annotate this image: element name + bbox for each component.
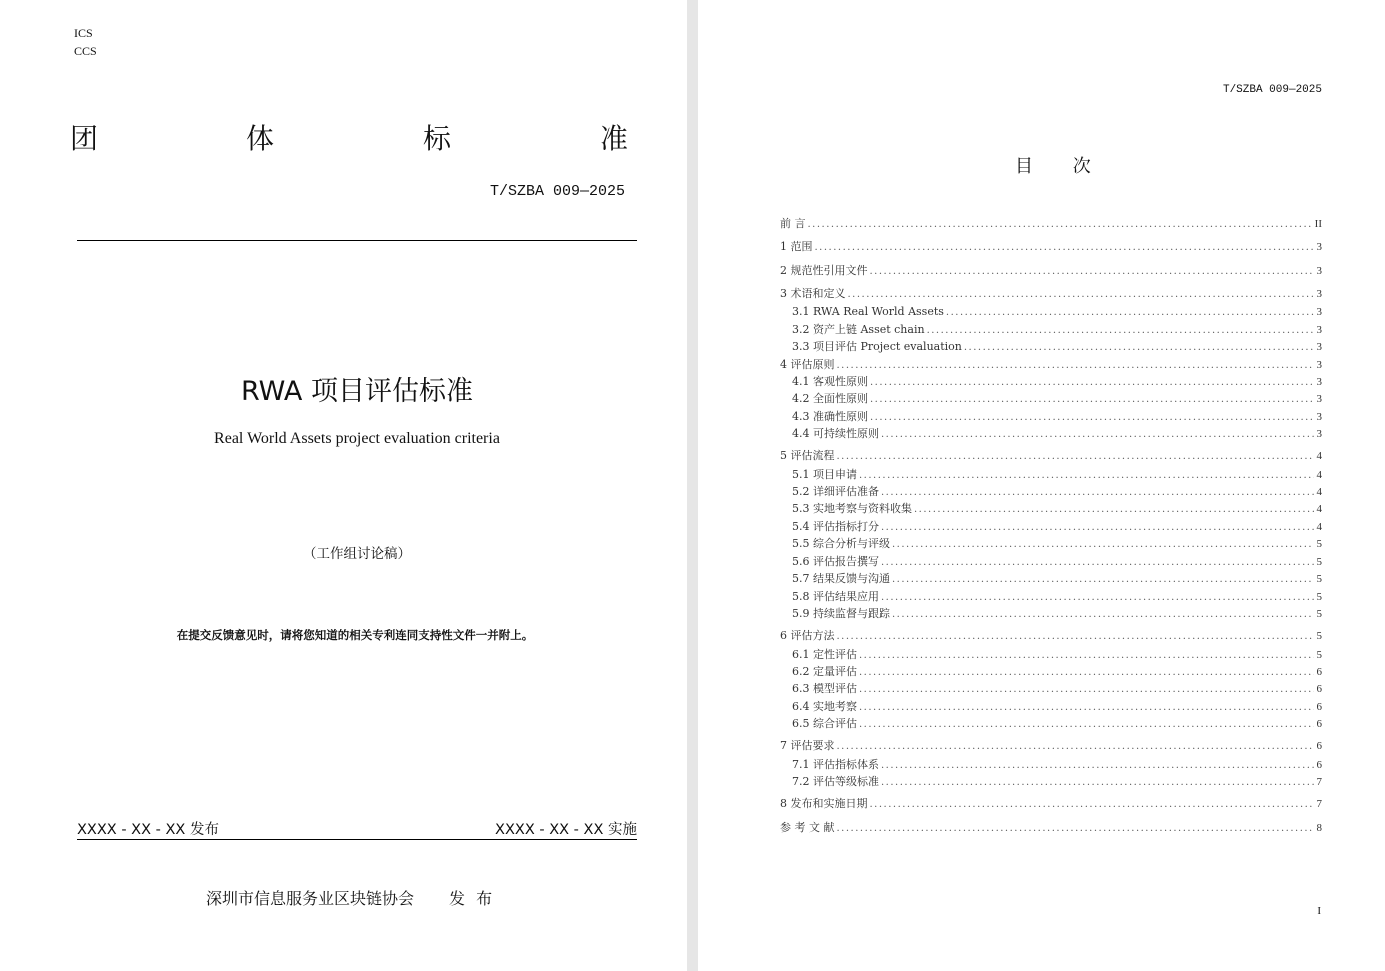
toc-entry[interactable] [792, 589, 1322, 605]
toc-dot-leader [857, 665, 1314, 681]
toc-entry[interactable] [780, 738, 1322, 754]
toc-dot-leader [868, 375, 1314, 391]
toc-entry[interactable] [792, 467, 1322, 483]
toc-entry-label: 4.3 准确性原则 [792, 410, 868, 423]
toc-entry-page: 6 [1316, 666, 1322, 678]
toc-dot-leader [857, 468, 1314, 484]
toc-entry[interactable] [780, 216, 1322, 232]
toc-entry-label: 5.8 评估结果应用 [792, 590, 879, 603]
toc-entry[interactable] [792, 426, 1322, 442]
toc-dot-leader [912, 502, 1314, 518]
toc-entry-label: 8 发布和实施日期 [780, 797, 868, 810]
toc-dot-leader [879, 758, 1314, 774]
toc-entry-page: 6 [1316, 740, 1322, 752]
toc-entry-page: 6 [1316, 759, 1322, 771]
draft-status: （工作组讨论稿） [303, 546, 411, 562]
toc-entry-page: 4 [1316, 450, 1322, 462]
document-subtitle-en: Real World Assets project evaluation criteria [214, 430, 500, 447]
toc-entry[interactable] [780, 448, 1322, 464]
toc-dot-leader [879, 775, 1314, 791]
toc-dot-leader [857, 682, 1314, 698]
toc-entry-label: 4.4 可持续性原则 [792, 427, 879, 440]
toc-entry-page: 5 [1316, 630, 1322, 642]
toc-dot-leader [879, 427, 1314, 443]
toc-title: 目 次 [1015, 156, 1091, 177]
toc-entry[interactable] [792, 536, 1322, 552]
toc-dot-leader [868, 264, 1314, 280]
cover-page [0, 0, 687, 971]
toc-page [698, 0, 1385, 971]
toc-dot-leader [944, 305, 1314, 321]
toc-entry-label: 5.1 项目申请 [792, 468, 857, 481]
toc-entry-label: 5.4 评估指标打分 [792, 520, 879, 533]
toc-entry-page: II [1314, 218, 1322, 230]
toc-entry-page: 3 [1316, 265, 1322, 277]
toc-dot-leader [890, 607, 1314, 623]
toc-entry-page: 3 [1316, 428, 1322, 440]
toc-dot-leader [857, 717, 1314, 733]
toc-entry-label: 4 评估原则 [780, 358, 835, 371]
toc-dot-leader [835, 449, 1314, 465]
toc-entry-page: 3 [1316, 359, 1322, 371]
category-char-4: 准 [600, 122, 629, 155]
toc-entry-label: 2 规范性引用文件 [780, 264, 868, 277]
toc-entry-page: 5 [1316, 649, 1322, 661]
toc-entry-label: 5.7 结果反馈与沟通 [792, 572, 890, 585]
toc-entry-page: 6 [1316, 683, 1322, 695]
bottom-divider [77, 839, 637, 840]
toc-entry[interactable] [792, 606, 1322, 622]
toc-entry[interactable] [792, 322, 1322, 338]
toc-entry[interactable] [792, 716, 1322, 732]
toc-dot-leader [835, 358, 1314, 374]
toc-entry-label: 6.4 实地考察 [792, 700, 857, 713]
toc-entry-page: 3 [1316, 288, 1322, 300]
implement-date: XXXX - XX - XX 实施 [495, 822, 637, 838]
toc-entry-page: 8 [1316, 822, 1322, 834]
toc-dot-leader [879, 520, 1314, 536]
top-divider [77, 240, 637, 241]
header-standard-code: T/SZBA 009—2025 [1222, 84, 1322, 96]
toc-entry-page: 5 [1316, 608, 1322, 620]
toc-entry-page: 3 [1316, 241, 1322, 253]
toc-dot-leader [857, 700, 1314, 716]
toc-entry[interactable] [792, 339, 1322, 355]
toc-dot-leader [925, 323, 1314, 339]
toc-entry[interactable] [792, 501, 1322, 517]
toc-entry-page: 3 [1316, 306, 1322, 318]
toc-entry-page: 5 [1316, 591, 1322, 603]
toc-entry-page: 4 [1316, 503, 1322, 515]
toc-entry[interactable] [780, 263, 1322, 279]
toc-entry[interactable] [792, 374, 1322, 390]
toc-entry-label: 5 评估流程 [780, 449, 835, 462]
toc-dot-leader [813, 240, 1314, 256]
toc-entry-page: 7 [1316, 776, 1322, 788]
toc-entry[interactable] [792, 699, 1322, 715]
toc-entry[interactable] [792, 554, 1322, 570]
toc-entry[interactable] [780, 286, 1322, 302]
toc-entry[interactable] [792, 757, 1322, 773]
toc-entry-label: 6.3 模型评估 [792, 682, 857, 695]
toc-entry-page: 4 [1316, 486, 1322, 498]
toc-entry-label: 5.2 详细评估准备 [792, 485, 879, 498]
toc-entry-label: 7.1 评估指标体系 [792, 758, 879, 771]
toc-entry-label: 5.9 持续监督与跟踪 [792, 607, 890, 620]
toc-dot-leader [868, 392, 1314, 408]
toc-dot-leader [868, 797, 1314, 813]
toc-entry-label: 参 考 文 献 [780, 821, 835, 834]
publish-date: XXXX - XX - XX 发布 [77, 822, 219, 838]
document-title: RWA 项目评估标准 [241, 376, 473, 407]
toc-entry-page: 6 [1316, 718, 1322, 730]
toc-entry-page: 3 [1316, 376, 1322, 388]
toc-entry-label: 5.3 实地考察与资料收集 [792, 502, 912, 515]
toc-entry[interactable] [792, 571, 1322, 587]
toc-dot-leader [835, 739, 1314, 755]
toc-entry-page: 5 [1316, 538, 1322, 550]
toc-dot-leader [868, 410, 1314, 426]
toc-entry[interactable] [780, 628, 1322, 644]
toc-entry-label: 7 评估要求 [780, 739, 835, 752]
toc-entry-page: 3 [1316, 393, 1322, 405]
toc-entry-page: 7 [1316, 798, 1322, 810]
toc-entry-page: 6 [1316, 701, 1322, 713]
toc-entry-label: 3.3 项目评估 Project evaluation [792, 340, 962, 353]
toc-entry[interactable] [792, 664, 1322, 680]
toc-entry[interactable] [780, 820, 1322, 836]
toc-entry-label: 3.1 RWA Real World Assets [792, 305, 944, 318]
toc-entry-label: 3.2 资产上链 Asset chain [792, 323, 925, 336]
toc-entry-label: 1 范围 [780, 240, 813, 253]
standard-code: T/SZBA 009—2025 [490, 183, 626, 200]
toc-entry[interactable] [792, 484, 1322, 500]
toc-entry-label: 3 术语和定义 [780, 287, 846, 300]
toc-entry-label: 5.5 综合分析与评级 [792, 537, 890, 550]
toc-entry-label: 6.5 综合评估 [792, 717, 857, 730]
toc-entry-label: 前 言 [780, 217, 806, 230]
toc-dot-leader [846, 287, 1314, 303]
toc-entry[interactable] [780, 796, 1322, 812]
toc-entry-label: 4.1 客观性原则 [792, 375, 868, 388]
toc-entry[interactable] [792, 304, 1322, 320]
toc-entry[interactable] [792, 519, 1322, 535]
toc-entry-page: 3 [1316, 341, 1322, 353]
toc-entry[interactable] [792, 647, 1322, 663]
toc-entry-label: 6 评估方法 [780, 629, 835, 642]
toc-dot-leader [879, 485, 1314, 501]
toc-dot-leader [879, 590, 1314, 606]
toc-entry-label: 4.2 全面性原则 [792, 392, 868, 405]
toc-dot-leader [835, 629, 1314, 645]
toc-entry-page: 3 [1316, 411, 1322, 423]
toc-entry-label: 5.6 评估报告撰写 [792, 555, 879, 568]
toc-entry[interactable] [780, 239, 1322, 255]
toc-entry-label: 7.2 评估等级标准 [792, 775, 879, 788]
toc-entry[interactable] [792, 391, 1322, 407]
ccs-label: CCS [74, 44, 97, 58]
toc-entry-page: 4 [1316, 469, 1322, 481]
toc-entry[interactable] [792, 409, 1322, 425]
toc-dot-leader [890, 537, 1314, 553]
category-char-2: 体 [246, 122, 275, 155]
category-char-1: 团 [70, 122, 99, 155]
toc-entry-page: 5 [1316, 556, 1322, 568]
patent-notice: 在提交反馈意见时，请将您知道的相关专利连同支持性文件一并附上。 [176, 628, 534, 642]
toc-dot-leader [890, 572, 1314, 588]
toc-entry[interactable] [780, 357, 1322, 373]
toc-dot-leader [857, 648, 1314, 664]
toc-dot-leader [806, 217, 1312, 233]
toc-dot-leader [835, 821, 1314, 837]
toc-entry-label: 6.1 定性评估 [792, 648, 857, 661]
toc-dot-leader [962, 340, 1314, 356]
toc-entry[interactable] [792, 774, 1322, 790]
category-char-3: 标 [423, 122, 452, 155]
issuing-organization: 深圳市信息服务业区块链协会 [206, 889, 415, 908]
toc-entry[interactable] [792, 681, 1322, 697]
toc-entry-page: 5 [1316, 573, 1322, 585]
toc-dot-leader [879, 555, 1314, 571]
ics-label: ICS [74, 26, 93, 40]
toc-entry-label: 6.2 定量评估 [792, 665, 857, 678]
publish-label: 发 布 [449, 889, 493, 908]
page-number: I [1317, 905, 1321, 917]
toc-entry-page: 4 [1316, 521, 1322, 533]
toc-entry-page: 3 [1316, 324, 1322, 336]
